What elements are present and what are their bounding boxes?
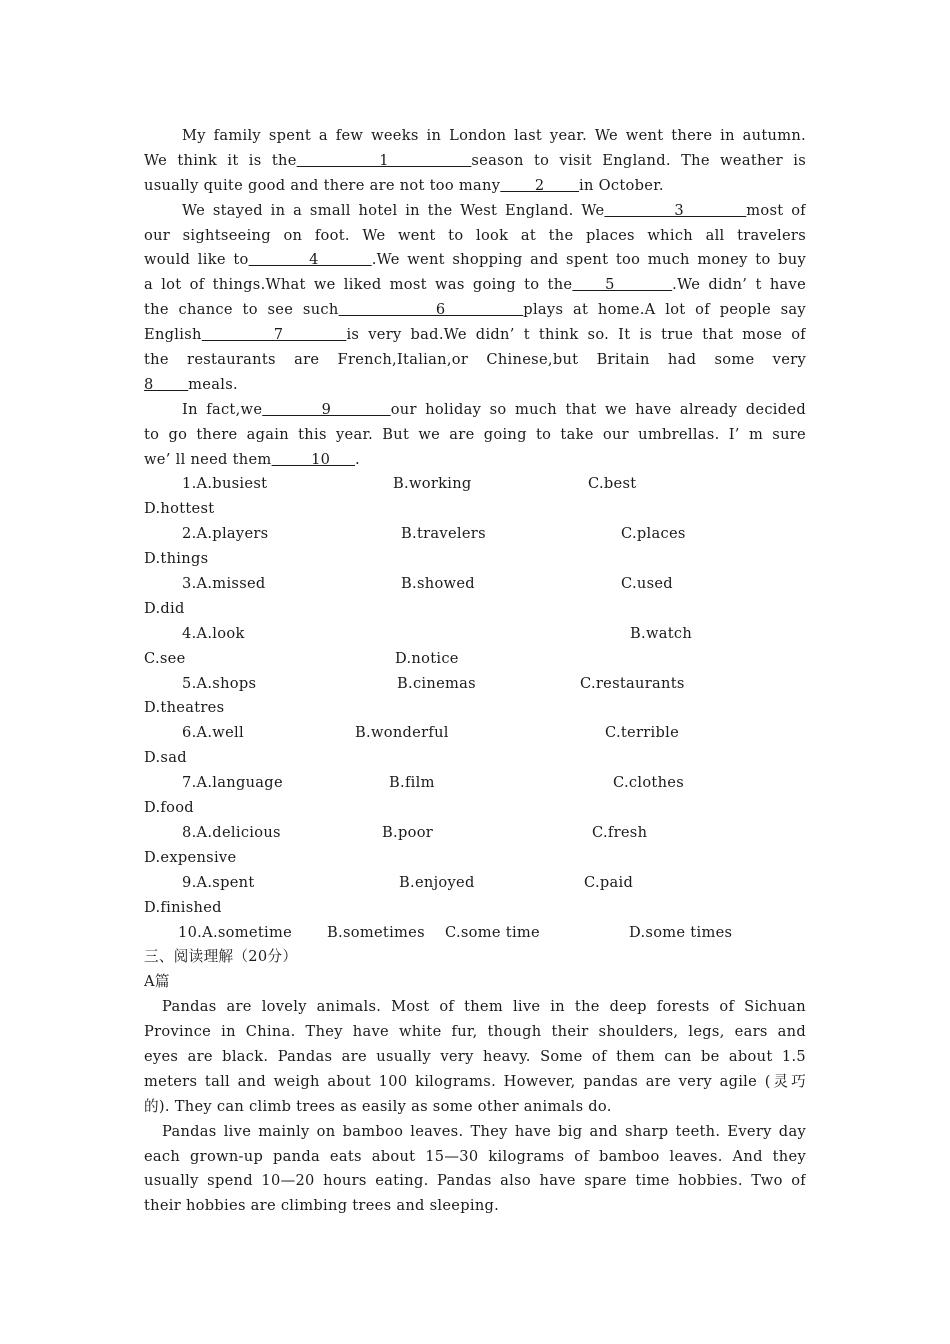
text: meals. — [188, 375, 238, 393]
option-c: C.fresh — [592, 823, 648, 841]
text: is very bad.We didn’ t think so. It is true that mose of — [346, 326, 806, 344]
text: In fact,we — [182, 400, 263, 418]
text: in October. — [579, 176, 664, 194]
text: to go there again this year. But we are going to take our umbrellas. I’ m sure — [144, 425, 806, 443]
text: most of — [746, 201, 806, 219]
question-8 — [144, 821, 806, 846]
text: a lot of things.What we liked most was going to the — [144, 276, 573, 294]
question-3-d — [144, 597, 806, 622]
option-a: 1.A.busiest — [182, 475, 268, 493]
text: .We went shopping and spent too much money to buy — [371, 251, 806, 269]
question-2 — [144, 522, 806, 547]
option-b: B.sometimes — [327, 923, 425, 941]
question-1 — [144, 472, 806, 497]
reading-line: usually spend 10—20 hours eating. Pandas also have spare time hobbies. Two of — [144, 1172, 806, 1190]
option-b: B.wonderful — [355, 724, 449, 742]
question-5 — [144, 672, 806, 697]
question-4 — [144, 622, 806, 647]
cloze-line — [144, 323, 806, 348]
cloze-line — [144, 348, 806, 373]
question-7 — [144, 771, 806, 796]
text: My family spent a few weeks in London last year. We went there in autumn. — [182, 127, 806, 144]
question-9-d — [144, 896, 806, 921]
question-4-cd — [144, 647, 806, 672]
reading-line: 的). They can climb trees as easily as some other animals do. — [144, 1097, 612, 1115]
option-a: 7.A.language — [182, 774, 283, 792]
text: English — [144, 326, 202, 344]
blank-3: 3 — [604, 201, 747, 219]
option-b: B.cinemas — [397, 674, 476, 692]
cloze-line — [144, 398, 806, 423]
reading-line: their hobbies are climbing trees and sleeping. — [144, 1197, 500, 1215]
option-b: B.poor — [382, 823, 434, 841]
cloze-line — [144, 448, 806, 473]
blank-4: 4 — [248, 251, 372, 269]
blank-7: 7 — [201, 326, 347, 344]
section-title: 三、阅读理解（20分） — [144, 948, 298, 966]
option-b: B.travelers — [401, 525, 486, 543]
question-5-d — [144, 696, 806, 721]
text: We stayed in a small hotel in the West England. We — [182, 201, 605, 219]
option-a: 6.A.well — [182, 724, 244, 742]
option-b: B.film — [389, 774, 435, 792]
option-a: 8.A.delicious — [182, 823, 281, 841]
text: we’ ll need them — [144, 450, 272, 468]
option-d: D.hottest — [144, 500, 215, 518]
text: .We didn’ t have — [672, 276, 806, 294]
option-a: 3.A.missed — [182, 575, 266, 593]
blank-8: 8 — [144, 375, 189, 393]
option-c: C.clothes — [613, 774, 685, 792]
blank-5: 5 — [572, 276, 673, 294]
question-9 — [144, 871, 806, 896]
option-d: D.theatres — [144, 699, 225, 717]
reading-line: meters tall and weigh about 100 kilograms. However, pandas are very agile (灵巧 — [144, 1072, 806, 1090]
cloze-line — [144, 423, 806, 448]
reading-line: Pandas are lovely animals. Most of them live in the deep forests of Sichuan — [162, 998, 806, 1016]
blank-6: 6 — [338, 301, 524, 319]
cloze-line — [144, 174, 806, 199]
document-page — [144, 124, 806, 1219]
question-7-d — [144, 796, 806, 821]
blank-2: 2 — [500, 176, 580, 194]
question-1-d — [144, 497, 806, 522]
text: usually quite good and there are not too many — [144, 176, 501, 194]
option-c: C.some time — [445, 923, 540, 941]
cloze-line — [144, 373, 806, 398]
option-d: D.things — [144, 550, 209, 568]
question-6 — [144, 721, 806, 746]
option-a: 9.A.spent — [182, 873, 255, 891]
text: the restaurants are French,Italian,or Chinese,but Britain had some very — [144, 351, 806, 369]
text: our holiday so much that we have already decided — [390, 400, 806, 418]
reading-line: Pandas live mainly on bamboo leaves. They have big and sharp teeth. Every day — [162, 1122, 806, 1140]
option-a: 2.A.players — [182, 525, 269, 543]
cloze-line — [144, 298, 806, 323]
option-c: C.terrible — [605, 724, 680, 742]
option-a: 4.A.look — [182, 624, 245, 642]
reading-line: eyes are black. Pandas are usually very heavy. Some of them can be about 1.5 — [144, 1047, 806, 1065]
option-b: B.watch — [630, 624, 693, 642]
option-b: B.enjoyed — [399, 873, 475, 891]
option-b: B.working — [393, 475, 472, 493]
option-d: D.finished — [144, 898, 222, 916]
text: would like to — [144, 251, 249, 269]
option-c: C.restaurants — [580, 674, 685, 692]
cloze-line — [144, 273, 806, 298]
option-b: B.showed — [401, 575, 475, 593]
option-d: D.expensive — [144, 848, 237, 866]
option-d: D.some times — [629, 923, 733, 941]
option-c: C.places — [621, 525, 686, 543]
question-6-d — [144, 746, 806, 771]
cloze-line — [144, 124, 806, 149]
text: . — [354, 450, 360, 468]
cloze-line — [144, 149, 806, 174]
text: our sightseeing on foot. We went to look at the places which all travelers — [144, 226, 806, 244]
blank-9: 9 — [262, 400, 391, 418]
blank-10: 10 — [271, 450, 355, 468]
cloze-line — [144, 224, 806, 249]
cloze-line — [144, 199, 806, 224]
option-a: 5.A.shops — [182, 674, 257, 692]
option-c: C.see — [144, 649, 186, 667]
reading-line: each grown-up panda eats about 15—30 kilograms of bamboo leaves. And they — [144, 1147, 806, 1165]
option-d: D.sad — [144, 749, 187, 767]
part-title: A篇 — [144, 973, 170, 991]
option-a: 10.A.sometime — [178, 923, 293, 941]
reading-line: Province in China. They have white fur, though their shoulders, legs, ears and — [144, 1023, 806, 1041]
question-2-d — [144, 547, 806, 572]
option-d: D.food — [144, 799, 194, 817]
cloze-line — [144, 248, 806, 273]
option-c: C.paid — [584, 873, 634, 891]
text: season to visit England. The weather is — [471, 151, 806, 169]
question-10 — [144, 921, 806, 946]
option-c: C.used — [621, 575, 673, 593]
option-d: D.notice — [395, 649, 459, 667]
option-d: D.did — [144, 599, 185, 617]
option-c: C.best — [588, 475, 637, 493]
text: the chance to see such — [144, 301, 339, 319]
blank-1: 1 — [296, 151, 472, 169]
text: plays at home.A lot of people say — [523, 301, 806, 319]
text: We think it is the — [144, 151, 297, 169]
question-3 — [144, 572, 806, 597]
question-8-d — [144, 846, 806, 871]
